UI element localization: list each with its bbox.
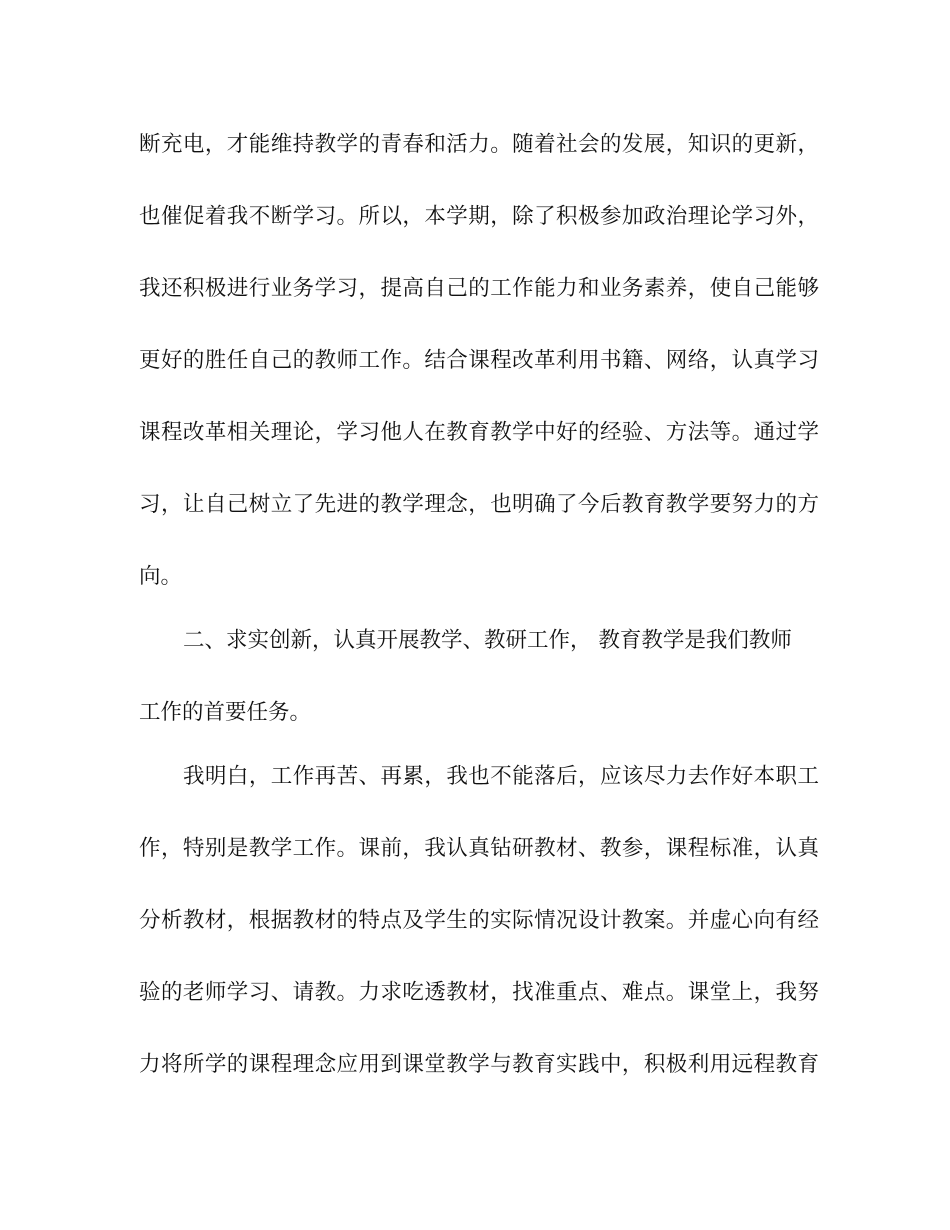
- text-line: 验的老师学习、请教。力求吃透教材，找准重点、难点。课堂上，我努: [139, 980, 819, 1005]
- text-line: 力将所学的课程理念应用到课堂教学与教育实践中，积极利用远程教育: [139, 1052, 819, 1077]
- text-line: 更好的胜任自己的教师工作。结合课程改革利用书籍、网络，认真学习: [139, 348, 819, 373]
- text-line: 断充电，才能维持教学的青春和活力。随着社会的发展，知识的更新，: [139, 132, 819, 157]
- section-heading-line: 二、求实创新，认真开展教学、教研工作， 教育教学是我们教师: [183, 628, 792, 653]
- text-line: 分析教材，根据教材的特点及学生的实际情况设计教案。并虚心向有经: [139, 908, 819, 933]
- text-line: 也催促着我不断学习。所以，本学期，除了积极参加政治理论学习外，: [139, 204, 819, 229]
- text-line: 习，让自己树立了先进的教学理念，也明确了今后教育教学要努力的方: [139, 492, 819, 517]
- text-line: 向。: [139, 564, 183, 589]
- text-line: 作，特别是教学工作。课前，我认真钻研教材、教参，课程标准，认真: [139, 836, 819, 861]
- text-line: 工作的首要任务。: [139, 700, 312, 725]
- text-line: 我还积极进行业务学习，提高自己的工作能力和业务素养，使自己能够: [139, 276, 819, 301]
- text-line: 课程改革相关理论，学习他人在教育教学中好的经验、方法等。通过学: [139, 420, 819, 445]
- paragraph-first-line: 我明白，工作再苦、再累，我也不能落后，应该尽力去作好本职工: [183, 764, 819, 789]
